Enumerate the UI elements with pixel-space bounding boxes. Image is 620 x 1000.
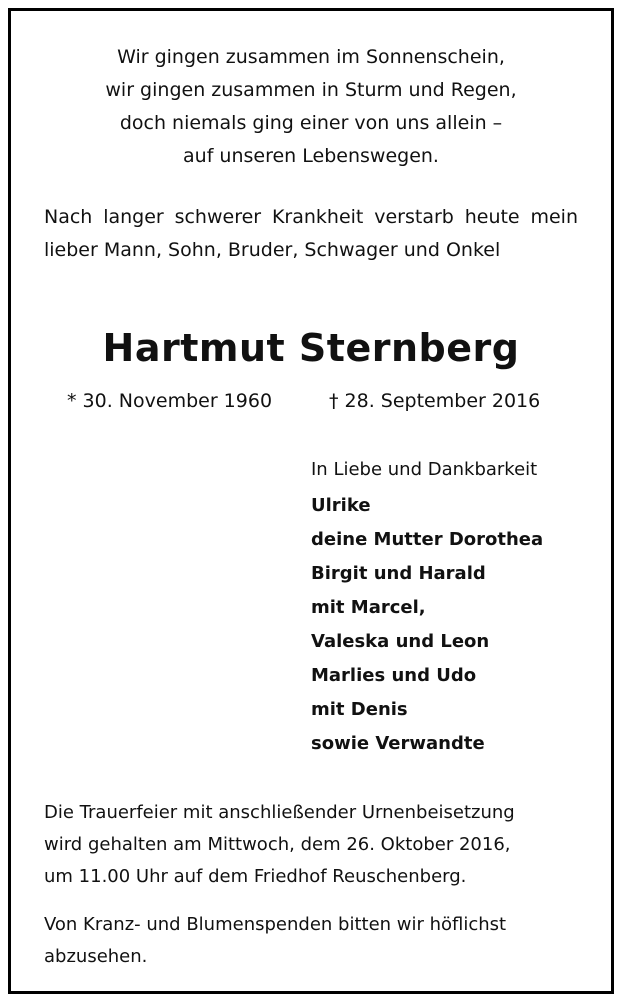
mourner-name: sowie Verwandte xyxy=(311,733,485,754)
funeral-line: Die Trauerfeier mit anschließender Urnenbeisetzung xyxy=(44,802,515,823)
mourner-name: mit Marcel, xyxy=(311,597,426,618)
obituary-notice xyxy=(8,8,614,994)
mourner-name: deine Mutter Dorothea xyxy=(311,529,544,550)
deceased-name: Hartmut Sternberg xyxy=(102,326,520,370)
flowers-note xyxy=(44,909,578,973)
mourners xyxy=(311,455,543,761)
mourner-name: Valeska und Leon xyxy=(311,631,490,652)
poem-line: Wir gingen zusammen im Sonnenschein, xyxy=(117,46,505,68)
funeral-line: um 11.00 Uhr auf dem Friedhof Reuschenberg. xyxy=(44,866,467,887)
death-announcement: Nach langer schwerer Krankheit verstarb heute mein lieber Mann, Sohn, Bruder, Schwager und Onkel xyxy=(44,206,578,261)
birth-date: * 30. November 1960 xyxy=(67,390,273,412)
poem-line: auf unseren Lebenswegen. xyxy=(183,145,439,167)
mourner-name: mit Denis xyxy=(311,699,408,720)
flowers-line: abzusehen. xyxy=(44,946,148,967)
death-date: † 28. September 2016 xyxy=(329,390,541,412)
thanks-line: In Liebe und Dankbarkeit xyxy=(311,459,538,480)
funeral-info xyxy=(44,797,578,893)
poem-line: wir gingen zusammen in Sturm und Regen, xyxy=(105,79,517,101)
funeral-line: wird gehalten am Mittwoch, dem 26. Oktober 2016, xyxy=(44,834,511,855)
poem xyxy=(11,41,611,173)
poem-line: doch niemals ging einer von uns allein – xyxy=(119,112,503,134)
mourner-name: Ulrike xyxy=(311,495,371,516)
flowers-line: Von Kranz- und Blumenspenden bitten wir höflichst xyxy=(44,914,507,935)
mourner-name: Birgit und Harald xyxy=(311,563,486,584)
mourner-name: Marlies und Udo xyxy=(311,665,477,686)
